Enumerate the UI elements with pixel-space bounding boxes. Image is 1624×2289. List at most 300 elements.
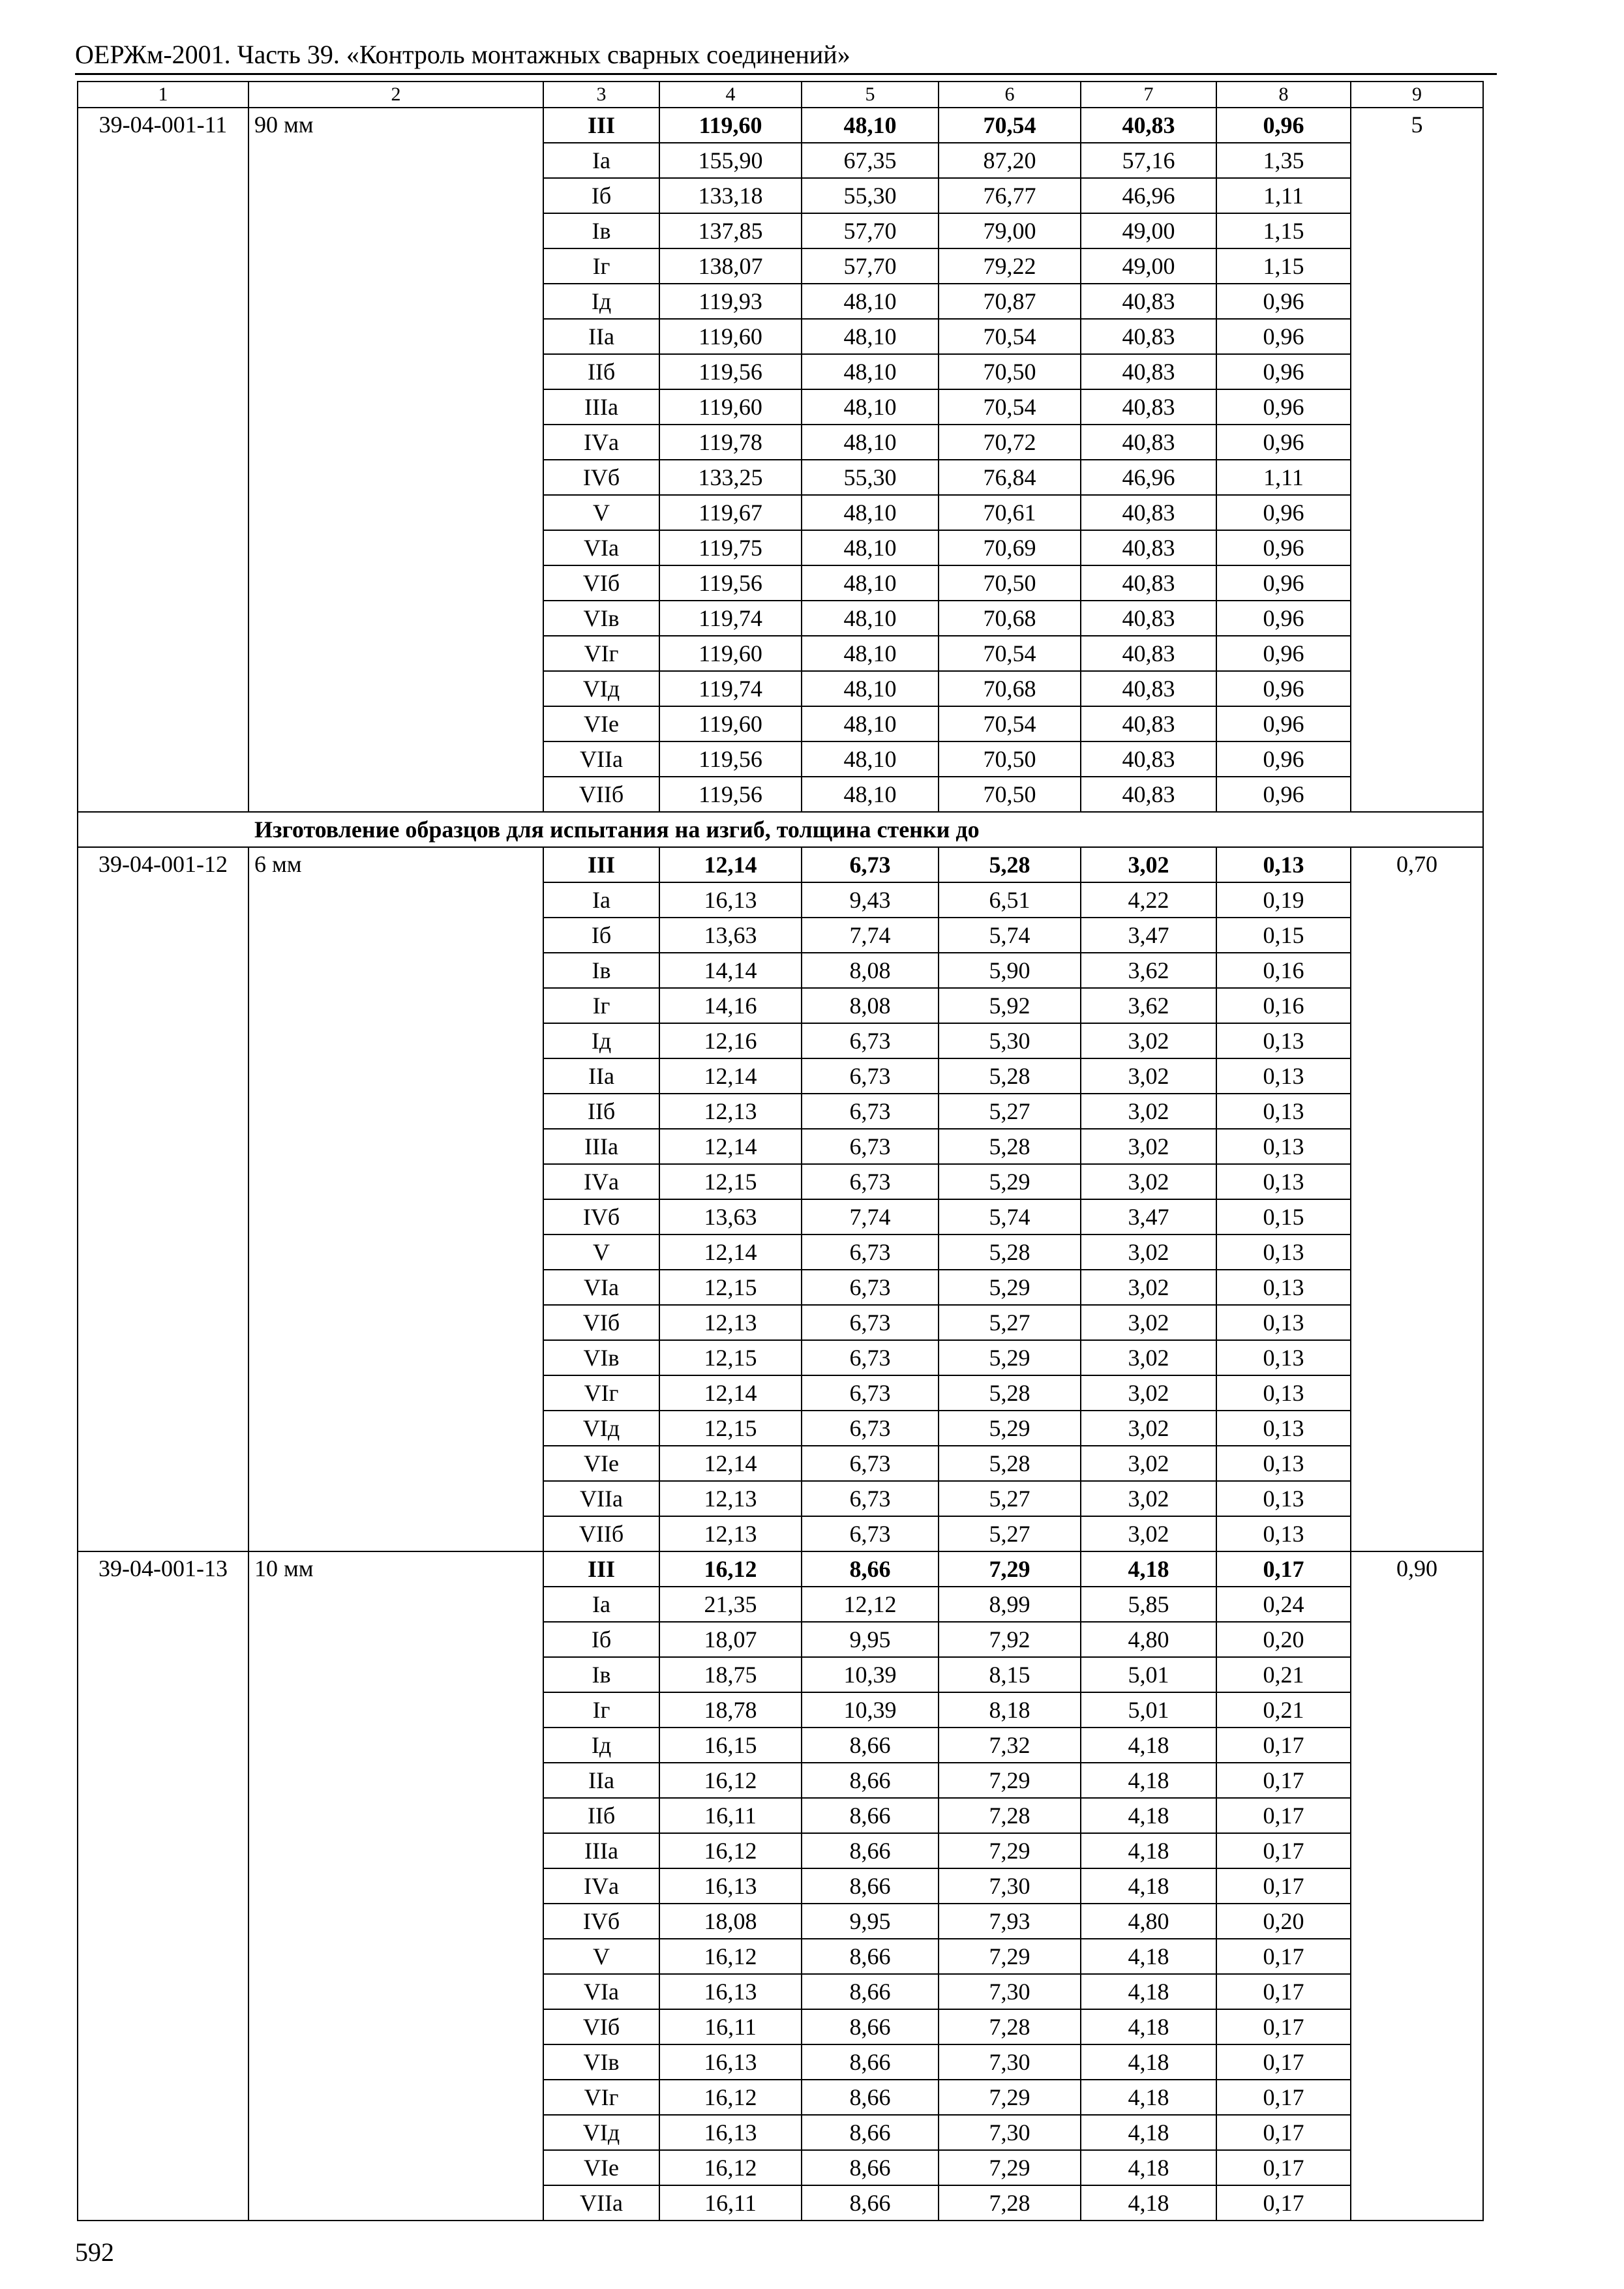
zone-cell: VIа	[543, 1974, 659, 2009]
value-cell: 6,73	[802, 1164, 939, 1199]
value-cell: 0,96	[1216, 284, 1351, 319]
value-cell: 0,96	[1216, 389, 1351, 425]
rate-code: 39-04-001-13	[78, 1551, 248, 2221]
value-cell: 5,27	[939, 1305, 1081, 1340]
value-cell: 0,17	[1216, 1939, 1351, 1974]
value-cell: 16,13	[659, 1868, 802, 1904]
value-cell: 0,16	[1216, 953, 1351, 988]
zone-cell: VIIа	[543, 741, 659, 777]
value-cell: 5,74	[939, 1199, 1081, 1234]
value-cell: 48,10	[802, 108, 939, 143]
value-cell: 40,83	[1081, 495, 1216, 530]
value-cell: 0,17	[1216, 2080, 1351, 2115]
table-row	[78, 1551, 1483, 1587]
value-cell: 6,73	[802, 1446, 939, 1481]
value-cell: 5,85	[1081, 1587, 1216, 1622]
zone-cell: VIг	[543, 2080, 659, 2115]
value-cell: 0,24	[1216, 1587, 1351, 1622]
value-cell: 0,20	[1216, 1904, 1351, 1939]
value-cell: 119,93	[659, 284, 802, 319]
value-cell: 48,10	[802, 777, 939, 812]
value-cell: 119,56	[659, 741, 802, 777]
zone-cell: V	[543, 495, 659, 530]
column-number: 3	[543, 82, 659, 108]
value-cell: 49,00	[1081, 248, 1216, 284]
value-cell: 70,72	[939, 425, 1081, 460]
value-cell: 12,13	[659, 1516, 802, 1551]
column-number: 8	[1216, 82, 1351, 108]
value-cell: 3,02	[1081, 1516, 1216, 1551]
value-cell: 76,77	[939, 178, 1081, 213]
value-cell: 4,18	[1081, 2044, 1216, 2080]
value-cell: 5,74	[939, 918, 1081, 953]
zone-cell: IIб	[543, 1094, 659, 1129]
value-cell: 7,28	[939, 2185, 1081, 2221]
zone-cell: Iд	[543, 1023, 659, 1058]
value-cell: 0,17	[1216, 1551, 1351, 1587]
value-cell: 0,96	[1216, 706, 1351, 741]
zone-cell: IIб	[543, 1798, 659, 1833]
value-cell: 48,10	[802, 425, 939, 460]
value-cell: 0,96	[1216, 108, 1351, 143]
value-cell: 0,16	[1216, 988, 1351, 1023]
value-cell: 5,28	[939, 1234, 1081, 1270]
value-cell: 3,02	[1081, 1058, 1216, 1094]
value-cell: 70,54	[939, 319, 1081, 354]
zone-cell: IIа	[543, 319, 659, 354]
value-cell: 133,18	[659, 178, 802, 213]
value-cell: 16,13	[659, 1974, 802, 2009]
value-cell: 9,43	[802, 882, 939, 918]
unit-value: 0,70	[1351, 847, 1483, 1551]
value-cell: 55,30	[802, 460, 939, 495]
value-cell: 48,10	[802, 284, 939, 319]
value-cell: 40,83	[1081, 425, 1216, 460]
value-cell: 70,69	[939, 530, 1081, 565]
zone-cell: Iв	[543, 213, 659, 248]
value-cell: 67,35	[802, 143, 939, 178]
value-cell: 3,02	[1081, 1023, 1216, 1058]
value-cell: 0,17	[1216, 2009, 1351, 2044]
value-cell: 12,14	[659, 1058, 802, 1094]
value-cell: 70,68	[939, 671, 1081, 706]
zone-cell: VIе	[543, 2150, 659, 2185]
value-cell: 13,63	[659, 918, 802, 953]
value-cell: 16,15	[659, 1728, 802, 1763]
value-cell: 40,83	[1081, 530, 1216, 565]
rates-table	[77, 81, 1484, 2221]
unit-value: 5	[1351, 108, 1483, 812]
section-title: Изготовление образцов для испытания на изгиб, толщина стенки до	[78, 812, 1483, 847]
value-cell: 6,51	[939, 882, 1081, 918]
zone-cell: Iв	[543, 1657, 659, 1692]
zone-cell: Iг	[543, 1692, 659, 1728]
value-cell: 6,73	[802, 1270, 939, 1305]
value-cell: 48,10	[802, 706, 939, 741]
value-cell: 8,66	[802, 1939, 939, 1974]
value-cell: 119,67	[659, 495, 802, 530]
value-cell: 9,95	[802, 1904, 939, 1939]
value-cell: 4,18	[1081, 1868, 1216, 1904]
value-cell: 49,00	[1081, 213, 1216, 248]
value-cell: 138,07	[659, 248, 802, 284]
value-cell: 7,29	[939, 2080, 1081, 2115]
value-cell: 7,29	[939, 1551, 1081, 1587]
zone-cell: VIIб	[543, 1516, 659, 1551]
value-cell: 4,18	[1081, 2185, 1216, 2221]
value-cell: 1,35	[1216, 143, 1351, 178]
value-cell: 12,14	[659, 1446, 802, 1481]
zone-cell: VIг	[543, 1375, 659, 1411]
zone-cell: VIб	[543, 1305, 659, 1340]
value-cell: 57,16	[1081, 143, 1216, 178]
value-cell: 70,54	[939, 108, 1081, 143]
value-cell: 7,32	[939, 1728, 1081, 1763]
value-cell: 40,83	[1081, 706, 1216, 741]
column-number: 7	[1081, 82, 1216, 108]
value-cell: 3,02	[1081, 1270, 1216, 1305]
value-cell: 40,83	[1081, 389, 1216, 425]
value-cell: 0,13	[1216, 1058, 1351, 1094]
value-cell: 119,74	[659, 671, 802, 706]
value-cell: 4,18	[1081, 1551, 1216, 1587]
value-cell: 6,73	[802, 847, 939, 882]
value-cell: 6,73	[802, 1411, 939, 1446]
value-cell: 40,83	[1081, 354, 1216, 389]
value-cell: 7,74	[802, 1199, 939, 1234]
rate-name: 90 мм	[248, 108, 543, 812]
value-cell: 0,13	[1216, 1270, 1351, 1305]
zone-cell: VIд	[543, 2115, 659, 2150]
value-cell: 9,95	[802, 1622, 939, 1657]
value-cell: 16,12	[659, 2080, 802, 2115]
value-cell: 119,56	[659, 777, 802, 812]
value-cell: 8,08	[802, 988, 939, 1023]
value-cell: 5,92	[939, 988, 1081, 1023]
value-cell: 70,50	[939, 777, 1081, 812]
value-cell: 0,96	[1216, 495, 1351, 530]
zone-cell: Iа	[543, 143, 659, 178]
value-cell: 0,17	[1216, 1833, 1351, 1868]
unit-value: 0,90	[1351, 1551, 1483, 2221]
zone-cell: IVа	[543, 1868, 659, 1904]
value-cell: 12,14	[659, 1129, 802, 1164]
value-cell: 76,84	[939, 460, 1081, 495]
value-cell: 0,17	[1216, 2044, 1351, 2080]
value-cell: 0,13	[1216, 1094, 1351, 1129]
zone-cell: VIIа	[543, 1481, 659, 1516]
zone-cell: IIб	[543, 354, 659, 389]
zone-cell: VIб	[543, 565, 659, 601]
value-cell: 4,80	[1081, 1904, 1216, 1939]
value-cell: 4,18	[1081, 1798, 1216, 1833]
value-cell: 0,96	[1216, 671, 1351, 706]
value-cell: 3,02	[1081, 1446, 1216, 1481]
zone-cell: Iб	[543, 918, 659, 953]
value-cell: 0,20	[1216, 1622, 1351, 1657]
value-cell: 48,10	[802, 565, 939, 601]
value-cell: 70,68	[939, 601, 1081, 636]
zone-cell: VIд	[543, 1411, 659, 1446]
value-cell: 8,66	[802, 2115, 939, 2150]
value-cell: 8,66	[802, 2185, 939, 2221]
document-header: ОЕРЖм-2001. Часть 39. «Контроль монтажных сварных соединений»	[75, 40, 850, 69]
value-cell: 0,13	[1216, 1129, 1351, 1164]
value-cell: 0,96	[1216, 741, 1351, 777]
value-cell: 119,56	[659, 565, 802, 601]
value-cell: 3,62	[1081, 953, 1216, 988]
zone-cell: VIIб	[543, 777, 659, 812]
value-cell: 7,29	[939, 1763, 1081, 1798]
value-cell: 8,08	[802, 953, 939, 988]
value-cell: 46,96	[1081, 460, 1216, 495]
value-cell: 0,17	[1216, 1974, 1351, 2009]
value-cell: 0,21	[1216, 1657, 1351, 1692]
value-cell: 48,10	[802, 636, 939, 671]
value-cell: 5,01	[1081, 1657, 1216, 1692]
value-cell: 0,96	[1216, 319, 1351, 354]
value-cell: 3,02	[1081, 1481, 1216, 1516]
value-cell: 16,11	[659, 2185, 802, 2221]
value-cell: 8,66	[802, 2009, 939, 2044]
value-cell: 0,17	[1216, 1798, 1351, 1833]
value-cell: 119,60	[659, 319, 802, 354]
value-cell: 8,66	[802, 1798, 939, 1833]
value-cell: 40,83	[1081, 636, 1216, 671]
value-cell: 5,30	[939, 1023, 1081, 1058]
value-cell: 12,13	[659, 1094, 802, 1129]
value-cell: 16,12	[659, 1939, 802, 1974]
zone-cell: VIе	[543, 1446, 659, 1481]
value-cell: 8,66	[802, 2044, 939, 2080]
value-cell: 48,10	[802, 495, 939, 530]
zone-cell: IIIа	[543, 1129, 659, 1164]
value-cell: 3,02	[1081, 1411, 1216, 1446]
zone-cell: Iб	[543, 1622, 659, 1657]
zone-cell: VIг	[543, 636, 659, 671]
value-cell: 0,13	[1216, 1340, 1351, 1375]
value-cell: 40,83	[1081, 284, 1216, 319]
value-cell: 119,75	[659, 530, 802, 565]
value-cell: 8,18	[939, 1692, 1081, 1728]
zone-cell: Iг	[543, 988, 659, 1023]
value-cell: 0,96	[1216, 636, 1351, 671]
value-cell: 1,11	[1216, 460, 1351, 495]
value-cell: 1,15	[1216, 248, 1351, 284]
rate-code: 39-04-001-12	[78, 847, 248, 1551]
value-cell: 12,14	[659, 847, 802, 882]
value-cell: 14,14	[659, 953, 802, 988]
zone-cell: Iа	[543, 882, 659, 918]
zone-cell: VIв	[543, 1340, 659, 1375]
value-cell: 0,13	[1216, 1446, 1351, 1481]
zone-cell: VIа	[543, 1270, 659, 1305]
zone-cell: IIIа	[543, 389, 659, 425]
value-cell: 70,87	[939, 284, 1081, 319]
value-cell: 4,18	[1081, 1939, 1216, 1974]
zone-cell: V	[543, 1234, 659, 1270]
value-cell: 0,19	[1216, 882, 1351, 918]
value-cell: 7,29	[939, 2150, 1081, 2185]
value-cell: 7,74	[802, 918, 939, 953]
value-cell: 40,83	[1081, 601, 1216, 636]
value-cell: 16,12	[659, 1763, 802, 1798]
value-cell: 12,15	[659, 1270, 802, 1305]
value-cell: 18,08	[659, 1904, 802, 1939]
value-cell: 6,73	[802, 1305, 939, 1340]
zone-cell: IIа	[543, 1763, 659, 1798]
value-cell: 57,70	[802, 213, 939, 248]
table-body	[78, 82, 1483, 2221]
value-cell: 5,01	[1081, 1692, 1216, 1728]
value-cell: 5,27	[939, 1481, 1081, 1516]
value-cell: 48,10	[802, 319, 939, 354]
value-cell: 5,28	[939, 1446, 1081, 1481]
rate-name: 10 мм	[248, 1551, 543, 2221]
value-cell: 119,60	[659, 706, 802, 741]
value-cell: 40,83	[1081, 319, 1216, 354]
zone-cell: VIе	[543, 706, 659, 741]
value-cell: 0,13	[1216, 1305, 1351, 1340]
value-cell: 70,54	[939, 389, 1081, 425]
value-cell: 0,17	[1216, 1728, 1351, 1763]
zone-cell: VIд	[543, 671, 659, 706]
value-cell: 0,96	[1216, 354, 1351, 389]
zone-cell: III	[543, 1551, 659, 1587]
value-cell: 0,17	[1216, 1868, 1351, 1904]
value-cell: 5,28	[939, 1375, 1081, 1411]
value-cell: 7,30	[939, 2115, 1081, 2150]
value-cell: 57,70	[802, 248, 939, 284]
zone-cell: IVа	[543, 1164, 659, 1199]
value-cell: 6,73	[802, 1375, 939, 1411]
value-cell: 3,62	[1081, 988, 1216, 1023]
zone-cell: III	[543, 108, 659, 143]
value-cell: 0,17	[1216, 2150, 1351, 2185]
zone-cell: IIа	[543, 1058, 659, 1094]
value-cell: 3,02	[1081, 847, 1216, 882]
value-cell: 1,15	[1216, 213, 1351, 248]
value-cell: 7,92	[939, 1622, 1081, 1657]
value-cell: 3,02	[1081, 1129, 1216, 1164]
zone-cell: VIб	[543, 2009, 659, 2044]
value-cell: 6,73	[802, 1023, 939, 1058]
section-row	[78, 812, 1483, 847]
zone-cell: VIв	[543, 601, 659, 636]
value-cell: 7,29	[939, 1833, 1081, 1868]
value-cell: 1,11	[1216, 178, 1351, 213]
value-cell: 119,78	[659, 425, 802, 460]
value-cell: 3,02	[1081, 1340, 1216, 1375]
value-cell: 6,73	[802, 1234, 939, 1270]
value-cell: 8,66	[802, 2080, 939, 2115]
value-cell: 0,13	[1216, 1164, 1351, 1199]
zone-cell: III	[543, 847, 659, 882]
value-cell: 70,54	[939, 636, 1081, 671]
value-cell: 119,74	[659, 601, 802, 636]
column-number: 9	[1351, 82, 1483, 108]
value-cell: 16,13	[659, 882, 802, 918]
value-cell: 8,99	[939, 1587, 1081, 1622]
value-cell: 7,30	[939, 2044, 1081, 2080]
value-cell: 48,10	[802, 741, 939, 777]
value-cell: 8,15	[939, 1657, 1081, 1692]
value-cell: 46,96	[1081, 178, 1216, 213]
zone-cell: IVб	[543, 1904, 659, 1939]
value-cell: 40,83	[1081, 777, 1216, 812]
value-cell: 40,83	[1081, 565, 1216, 601]
value-cell: 6,73	[802, 1340, 939, 1375]
value-cell: 3,47	[1081, 918, 1216, 953]
value-cell: 8,66	[802, 1868, 939, 1904]
value-cell: 0,15	[1216, 1199, 1351, 1234]
value-cell: 7,30	[939, 1868, 1081, 1904]
value-cell: 12,12	[802, 1587, 939, 1622]
table-row	[78, 847, 1483, 882]
value-cell: 0,96	[1216, 601, 1351, 636]
rate-name: 6 мм	[248, 847, 543, 1551]
value-cell: 0,96	[1216, 777, 1351, 812]
value-cell: 55,30	[802, 178, 939, 213]
zone-cell: IVб	[543, 460, 659, 495]
value-cell: 0,15	[1216, 918, 1351, 953]
value-cell: 0,96	[1216, 425, 1351, 460]
value-cell: 12,14	[659, 1375, 802, 1411]
zone-cell: Iа	[543, 1587, 659, 1622]
value-cell: 6,73	[802, 1058, 939, 1094]
value-cell: 48,10	[802, 530, 939, 565]
value-cell: 0,13	[1216, 1481, 1351, 1516]
zone-cell: IVб	[543, 1199, 659, 1234]
value-cell: 0,96	[1216, 530, 1351, 565]
rate-code: 39-04-001-11	[78, 108, 248, 812]
value-cell: 6,73	[802, 1481, 939, 1516]
value-cell: 18,78	[659, 1692, 802, 1728]
value-cell: 40,83	[1081, 108, 1216, 143]
value-cell: 4,18	[1081, 2115, 1216, 2150]
table-row	[78, 108, 1483, 143]
zone-cell: Iд	[543, 1728, 659, 1763]
value-cell: 0,13	[1216, 1234, 1351, 1270]
column-number: 5	[802, 82, 939, 108]
value-cell: 7,93	[939, 1904, 1081, 1939]
value-cell: 18,75	[659, 1657, 802, 1692]
column-number: 2	[248, 82, 543, 108]
value-cell: 4,18	[1081, 2009, 1216, 2044]
value-cell: 4,18	[1081, 1833, 1216, 1868]
zone-cell: V	[543, 1939, 659, 1974]
value-cell: 4,80	[1081, 1622, 1216, 1657]
value-cell: 0,17	[1216, 2115, 1351, 2150]
value-cell: 5,29	[939, 1340, 1081, 1375]
value-cell: 18,07	[659, 1622, 802, 1657]
value-cell: 0,17	[1216, 2185, 1351, 2221]
value-cell: 48,10	[802, 389, 939, 425]
value-cell: 137,85	[659, 213, 802, 248]
value-cell: 3,02	[1081, 1094, 1216, 1129]
value-cell: 16,11	[659, 2009, 802, 2044]
value-cell: 3,47	[1081, 1199, 1216, 1234]
value-cell: 40,83	[1081, 671, 1216, 706]
value-cell: 155,90	[659, 143, 802, 178]
value-cell: 40,83	[1081, 741, 1216, 777]
value-cell: 5,90	[939, 953, 1081, 988]
value-cell: 5,28	[939, 1058, 1081, 1094]
value-cell: 0,17	[1216, 1763, 1351, 1798]
value-cell: 8,66	[802, 1728, 939, 1763]
value-cell: 16,12	[659, 1833, 802, 1868]
value-cell: 12,16	[659, 1023, 802, 1058]
